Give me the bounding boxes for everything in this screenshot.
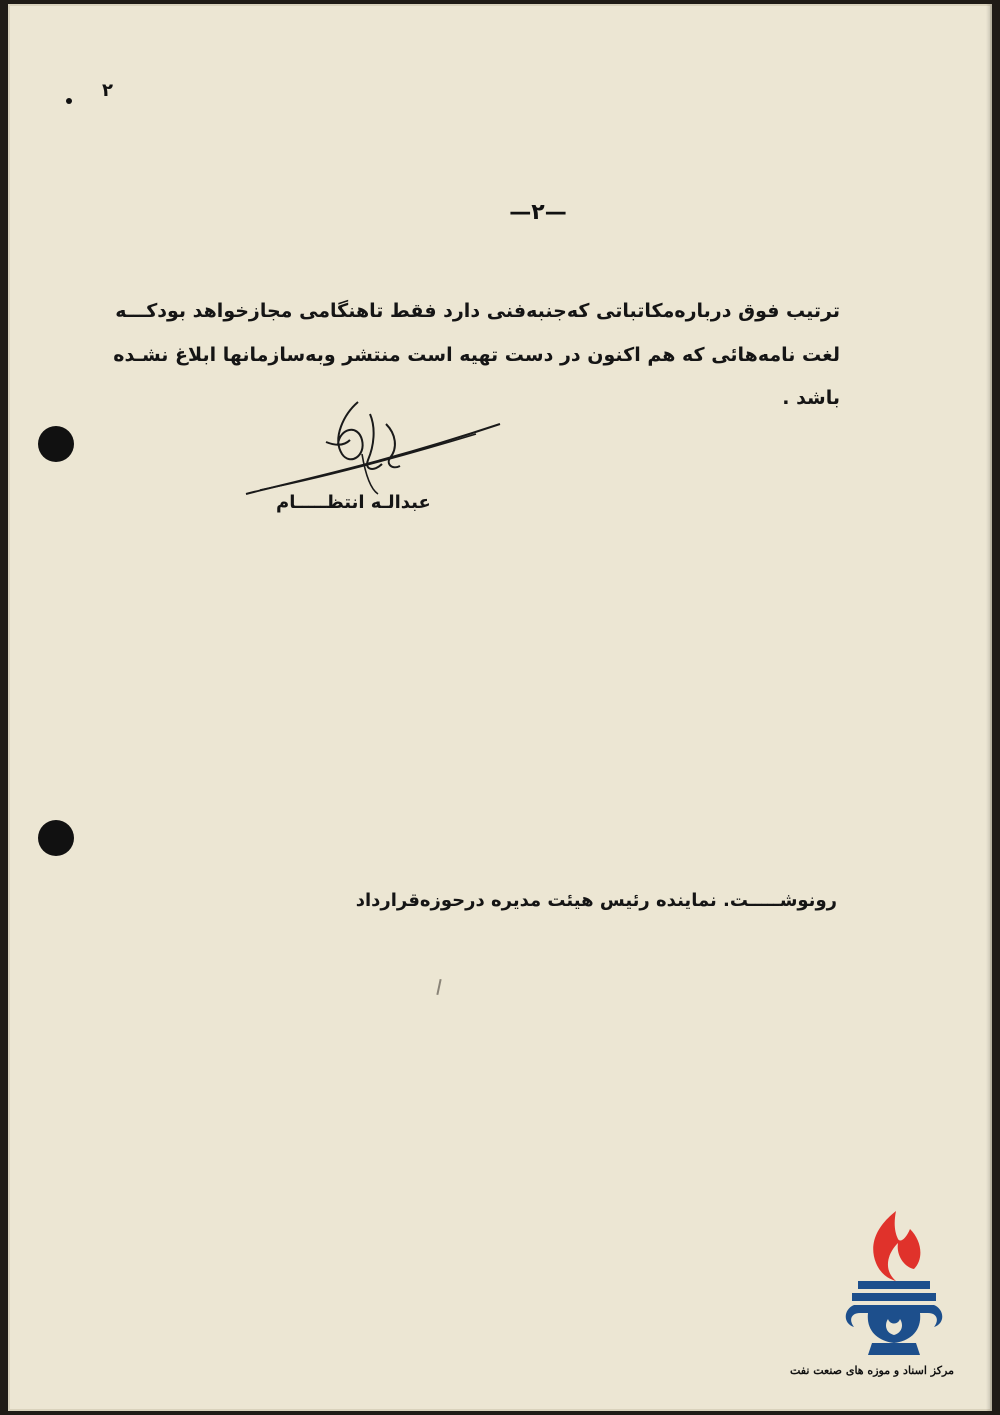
corner-page-mark: ۲ [102,80,113,101]
logo-caption: مرکز اسناد و موزه های صنعت نفت [789,1364,954,1377]
punch-hole-top [38,426,74,462]
document-page [8,4,992,1411]
flame-torch-logo-icon [838,1209,950,1359]
page-number: —۲— [509,200,567,225]
ink-dot [66,98,72,104]
body-line-3: باشد . [782,387,840,409]
archive-logo [789,1209,954,1399]
signer-name: عبدالـه انتظـــــام [276,492,431,513]
body-line-1: ترتیب فوق دربارەمکاتباتی کەجنبەفنی دارد فقط تاهنگامی مجازخواهد بودکـــه [115,300,840,322]
punch-hole-bottom [38,820,74,856]
pencil-tick-mark [436,979,441,995]
logo-flame [873,1211,920,1281]
handwritten-signature [240,394,510,504]
carbon-copy-line: رونوشـــــت. نماینده رئیس هیئت مدیره درحوزەقرارداد [355,890,837,911]
paper-edge-shadow [986,4,992,1411]
body-line-2: لغت نامەهائی کە هم اکنون در دست تهیه است منتشر وبەسازمانها ابلاغ نشـده [113,344,840,366]
